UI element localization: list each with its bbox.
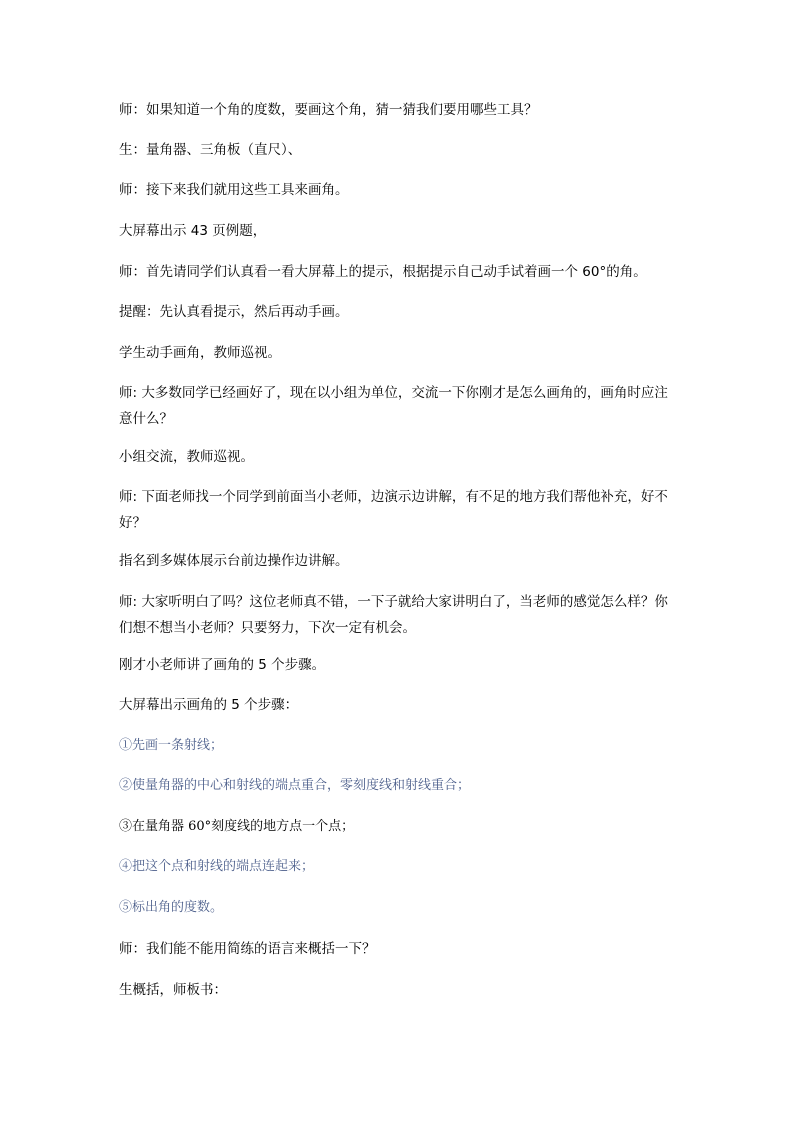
paragraph-demonstrate: 指名到多媒体展示台前边操作边讲解。 (119, 553, 349, 569)
step-1: ①先画一条射线； (119, 738, 224, 753)
paragraph-screen-example: 大屏幕出示 43 页例题， (119, 223, 267, 239)
paragraph-student-answer-tools: 生：量角器、三角板（直尺）、 (119, 142, 302, 158)
paragraph-group-exchange: 小组交流，教师巡视。 (119, 449, 254, 465)
paragraph-teacher-summarize: 师：我们能不能用简练的语言来概括一下？ (119, 941, 376, 957)
step-3: ③在量角器 60°刻度线的地方点一个点； (119, 819, 355, 834)
paragraph-teacher-try-draw: 师：首先请同学们认真看一看大屏幕上的提示，根据提示自己动手试着画一个 60°的角。 (119, 264, 647, 280)
paragraph-teacher-use-tools: 师：接下来我们就用这些工具来画角。 (119, 182, 349, 198)
step-4: ④把这个点和射线的端点连起来； (119, 859, 315, 874)
paragraph-teacher-little-teacher: 师: 下面老师找一个同学到前面当小老师，边演示边讲解，有不足的地方我们帮他补充，好不好？ (119, 489, 668, 531)
paragraph-students-draw: 学生动手画角，教师巡视。 (119, 345, 281, 361)
paragraph-teacher-group-exchange: 师: 大多数同学已经画好了，现在以小组为单位，交流一下你刚才是怎么画角的，画角时应注意什么？ (119, 385, 668, 427)
paragraph-five-steps-intro: 刚才小老师讲了画角的 5 个步骤。 (119, 657, 326, 673)
paragraph-teacher-question-tools: 师：如果知道一个角的度数，要画这个角，猜一猜我们要用哪些工具？ (119, 102, 538, 118)
step-5: ⑤标出角的度数。 (119, 900, 224, 915)
paragraph-student-summarize: 生概括，师板书： (119, 982, 227, 998)
paragraph-screen-five-steps: 大屏幕出示画角的 5 个步骤： (119, 697, 299, 713)
paragraph-reminder: 提醒：先认真看提示，然后再动手画。 (119, 304, 349, 320)
paragraph-teacher-praise: 师: 大家听明白了吗？这位老师真不错，一下子就给大家讲明白了，当老师的感觉怎么样？你们想不想当小老师？只要努力，下次一定有机会。 (119, 594, 668, 636)
step-2: ②使量角器的中心和射线的端点重合，零刻度线和射线重合； (119, 778, 471, 793)
